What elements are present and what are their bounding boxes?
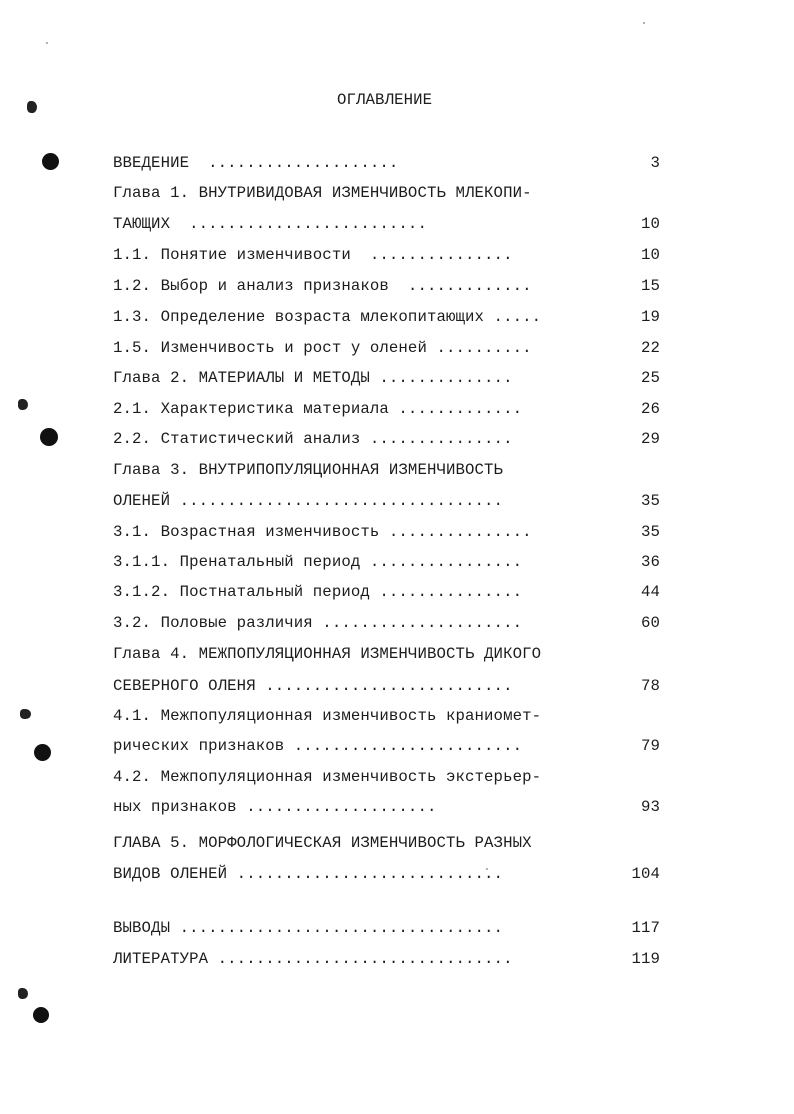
- toc-entry-text: 3.1.1. Пренатальный период ................: [113, 553, 523, 571]
- binder-hole-3: [34, 744, 51, 761]
- toc-entry-page: 10: [640, 246, 660, 264]
- toc-entry-text: Глава 3. ВНУТРИПОПУЛЯЦИОННАЯ ИЗМЕНЧИВОСТЬ: [113, 461, 504, 479]
- toc-entry-page: 117: [631, 919, 660, 937]
- toc-entry-page: 60: [640, 614, 660, 632]
- toc-entry-text: ГЛАВА 5. МОРФОЛОГИЧЕСКАЯ ИЗМЕНЧИВОСТЬ РАЗНЫХ: [113, 834, 532, 852]
- toc-entry-page: 35: [640, 523, 660, 541]
- binder-hole-1: [42, 153, 59, 170]
- toc-entry-page: 78: [640, 677, 660, 695]
- toc-entry-page: 36: [640, 553, 660, 571]
- toc-entry-text: СЕВЕРНОГО ОЛЕНЯ ..........................: [113, 677, 513, 695]
- toc-entry-page: 119: [631, 950, 660, 968]
- toc-entry-text: Глава 4. МЕЖПОПУЛЯЦИОННАЯ ИЗМЕНЧИВОСТЬ ДИКОГО: [113, 645, 542, 663]
- toc-entry-text: 1.2. Выбор и анализ признаков .............: [113, 277, 532, 295]
- toc-entry-text: ТАЮЩИХ .........................: [113, 215, 427, 233]
- toc-entry-page: 93: [640, 798, 660, 816]
- toc-entry-page: 29: [640, 430, 660, 448]
- toc-entry-page: 79: [640, 737, 660, 755]
- toc-entry-text: Глава 2. МАТЕРИАЛЫ И МЕТОДЫ ..............: [113, 369, 513, 387]
- toc-entry-page: 15: [640, 277, 660, 295]
- toc-entry-page: 35: [640, 492, 660, 510]
- toc-entry-page: 22: [640, 339, 660, 357]
- scan-blot-3: [20, 709, 31, 719]
- toc-entry-text: ЛИТЕРАТУРА ...............................: [113, 950, 513, 968]
- scan-speck-2: [46, 42, 48, 44]
- toc-entry-text: Глава 1. ВНУТРИВИДОВАЯ ИЗМЕНЧИВОСТЬ МЛЕКОПИ-: [113, 184, 532, 202]
- toc-entry-text: рических признаков ........................: [113, 737, 523, 755]
- toc-entry-page: 25: [640, 369, 660, 387]
- toc-entry-page: 44: [640, 583, 660, 601]
- toc-entry-text: ОЛЕНЕЙ ..................................: [113, 492, 504, 510]
- toc-entry-text: 4.2. Межпопуляционная изменчивость экстерьер-: [113, 768, 542, 786]
- scan-speck-1: [643, 22, 645, 24]
- toc-entry-text: 2.1. Характеристика материала .............: [113, 400, 523, 418]
- toc-entry-page: 104: [631, 865, 660, 883]
- toc-entry-text: 2.2. Статистический анализ ...............: [113, 430, 513, 448]
- toc-entry-page: 3: [650, 154, 660, 172]
- toc-entry-text: 4.1. Межпопуляционная изменчивость краниомет-: [113, 707, 542, 725]
- toc-entry-text: 1.1. Понятие изменчивости ...............: [113, 246, 513, 264]
- scan-blot-1: [27, 101, 37, 113]
- toc-entry-page: 26: [640, 400, 660, 418]
- binder-hole-4: [33, 1007, 49, 1023]
- toc-entry-text: 3.1. Возрастная изменчивость ...............: [113, 523, 532, 541]
- scan-blot-2: [18, 399, 28, 410]
- toc-entry-text: 3.2. Половые различия .....................: [113, 614, 523, 632]
- toc-entry-page: 10: [640, 215, 660, 233]
- toc-entry-text: ВИДОВ ОЛЕНЕЙ ............................: [113, 865, 504, 883]
- toc-entry-text: ВЫВОДЫ ..................................: [113, 919, 504, 937]
- toc-entry-text: 1.5. Изменчивость и рост у оленей ..........: [113, 339, 532, 357]
- toc-entry-text: 3.1.2. Постнатальный период ...............: [113, 583, 523, 601]
- toc-entry-text: ВВЕДЕНИЕ ....................: [113, 154, 399, 172]
- toc-entry-text: 1.3. Определение возраста млекопитающих .....: [113, 308, 542, 326]
- binder-hole-2: [40, 428, 58, 446]
- page-title: ОГЛАВЛЕНИЕ: [337, 91, 433, 109]
- scan-blot-4: [18, 988, 28, 999]
- toc-entry-page: 19: [640, 308, 660, 326]
- toc-entry-text: ных признаков ....................: [113, 798, 437, 816]
